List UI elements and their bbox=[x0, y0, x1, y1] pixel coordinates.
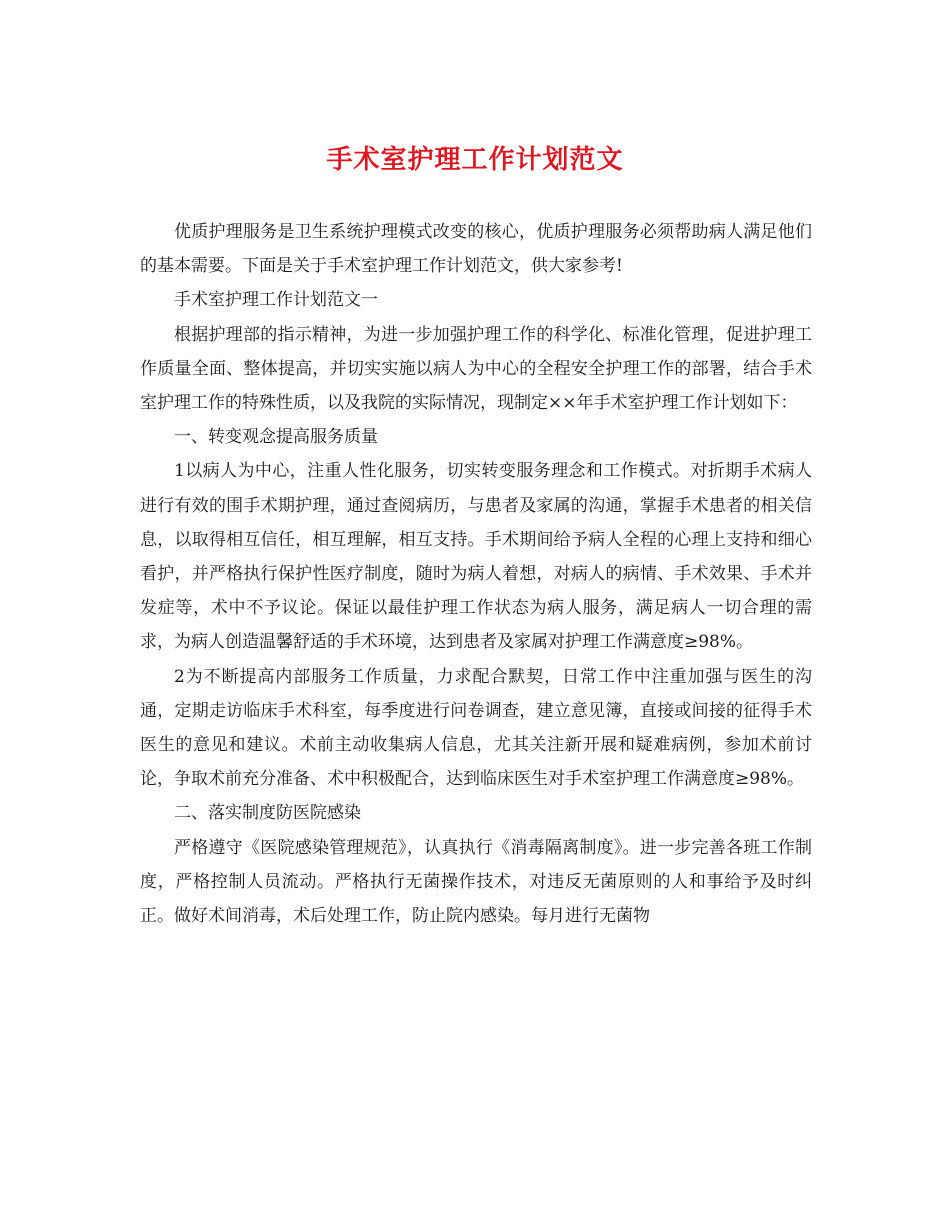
section-heading-one: 一、转变观念提高服务质量 bbox=[174, 427, 378, 448]
section-heading-plan-one: 手术室护理工作计划范文一 bbox=[174, 290, 378, 311]
document-title: 手术室护理工作计划范文 bbox=[326, 145, 624, 175]
body-paragraph: 根据护理部的指示精神，为进一步加强护理工作的科学化、标准化管理，促进护理工作质量全面、整体提高，并切实实施以病人为中心的全程安全护理工作的部署，结合手术室护理工作的特殊性质，以及我院的实际情况，现制定××年手术室护理工作计划如下： bbox=[140, 324, 812, 414]
document-body bbox=[140, 215, 812, 933]
intro-paragraph: 优质护理服务是卫生系统护理模式改变的核心，优质护理服务必须帮助病人满足他们的基本需要。下面是关于手术室护理工作计划范文，供大家参考! bbox=[140, 222, 812, 277]
section-heading-two: 二、落实制度防医院感染 bbox=[174, 803, 361, 824]
body-paragraph: 严格遵守《医院感染管理规范》，认真执行《消毒隔离制度》。进一步完善各班工作制度，严格控制人员流动。严格执行无菌操作技术，对违反无菌原则的人和事给予及时纠正。做好术间消毒，术后处理工作，防止院内感染。每月进行无菌物 bbox=[140, 837, 812, 927]
body-paragraph: 1以病人为中心，注重人性化服务，切实转变服务理念和工作模式。对折期手术病人进行有效的围手术期护理，通过查阅病历，与患者及家属的沟通，掌握手术患者的相关信息，以取得相互信任，相互理解，相互支持。手术期间给予病人全程的心理上支持和细心看护，并严格执行保护性医疗制度，随时为病人着想，对病人的病情、手术效果、手术并发症等，术中不予议论。保证以最佳护理工作状态为病人服务，满足病人一切合理的需求，为病人创造温馨舒适的手术环境，达到患者及家属对护理工作满意度≥98%。 bbox=[140, 461, 812, 653]
body-paragraph: 2为不断提高内部服务工作质量，力求配合默契，日常工作中注重加强与医生的沟通，定期走访临床手术科室，每季度进行问卷调查，建立意见簿，直接或间接的征得手术医生的意见和建议。术前主动收集病人信息，尤其关注新开展和疑难病例，参加术前讨论，争取术前充分准备、术中积极配合，达到临床医生对手术室护理工作满意度≥98%。 bbox=[140, 666, 812, 790]
